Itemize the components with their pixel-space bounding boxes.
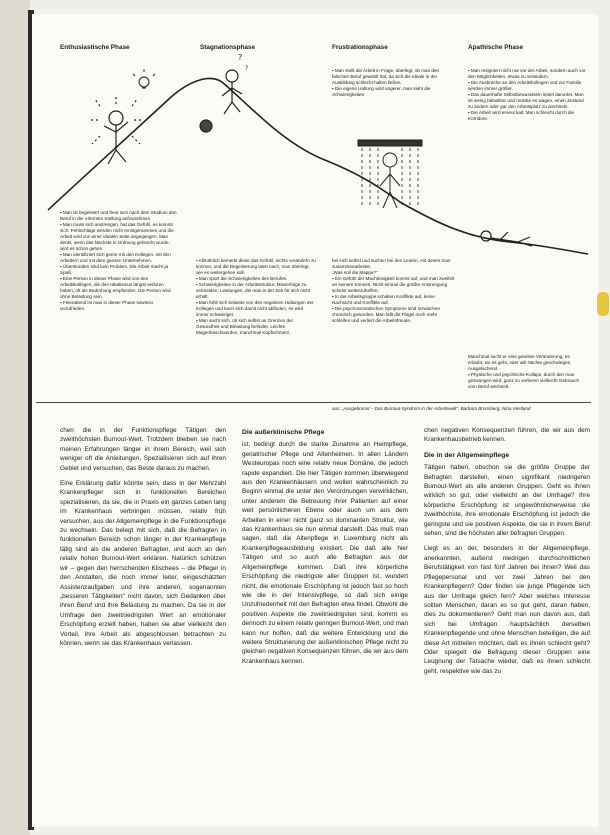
section-heading-general-care: Die in der Allgemeinpflege [424, 451, 510, 459]
body-column-2 [242, 426, 408, 666]
stagnation-points: ▪ Allmählich bemerkt diese das Gefühl, nichts verändern zu können, und die Begeisterung lässt nach, man überlegt, wie es weitergehen soll. ▪ Man spürt die Schwierigkeiten des Berufes. ▪ Schwierigkeiten in der Arbeitsstruktur, Misserfolge zu vermeiden; Leistungen, die man in der Zeit für sich nicht erhält. ▪ Man fühlt sich belastet von den negativen Haltungen der Kollegen und kann sich damit nicht abfinden, es wird immer schwieriger. ▪ Man sucht sich, ob sich selbst an Grenzen der Gesundheit und Belastung befindet. Leichte Magenbeschwerden, manchmal Kopfschmerz. [196, 258, 316, 335]
section-heading-outpatient-care: Die außerklinische Pflege [242, 429, 325, 436]
phase-title-enthusiasm: Enthusiastische Phase [60, 44, 130, 51]
svg-text:?: ? [245, 65, 249, 72]
column-3-paragraph: Liegt es an der, besonders in der Allgemeinpflege, anerkannten, außerst niedrigen durchschnittlichen Berufstätigkeit von fast fünf Jahren bei ihnen? Weil das Pflegepersonal und vor zwei Jahren bei den Krankenpflegern? Oder finden sie junge Pflegende sich aus der Umfrage gleich fern? Aber welches Interesse sollten Menschen, daran es so gut geht, daran haben, dies zu dokumentieren? Geht man nun davon aus, daß sich bei Umfragen hauptsächlich derselben Krankenpflegende und ohne Menschen beteiligen, die auf diese Art mitteilen möchten, daß es ihnen schlecht geht? Oder spiegelt die Befragung dieser Gruppen eine Leugnung der Tatsache wieder, daß es ihnen schlecht geht, respektive wie das zu [424, 545, 590, 675]
frustration-points-continued: bei sich selbst und suchen bei den Leuten, mit denen man zusammenarbeitet. „Was soll die Mappe?" ▪ Ein Gefühl der Machtlosigkeit kommt auf, und man zweifelt an seinem Können. Nicht einmal die größte Anstrengung scheint weiterzuhelfen. ▪ In der Arbeitsgruppe schalten Konflikte auf, keine Nachsicht und Konflikte auf. ▪ Die psychosomatischen Symptome sind inzwischen chronisch geworden. Man fällt die Flügel noch mehr schleifen und verliert die Arbeitsfreude. [332, 258, 455, 323]
column-1-paragraph: Eine Erklärung dafür könnte sein, dass in der Mehrzahl Krankenpfleger sich in funktionellen Bereichen spezialisieren, da sie, die in Praxis ein ganzes Leben lang im Krankenhaus verbringen müssen, relativ früh versuchen, aus der Allgemeinpflege in die Funktionspflege zu wechseln. Das belegt mit sich, daß die Befragten in funktionellen Bereich schon länger in der Krankenpflege tätig sind als die anderen Befragten, und auch an den relativ hohen Burnout-Wert erklären. Natürlich schützen wir – gegen den herrschenden Klischees – die Pfleger in den Anstalten, die noch immer leiter, eingeschätzten Assistenzaufgaben und ihre anderen, sogenannten „besseren Tätigkeiten" nicht davon, sich Gedanken über ihren Beruf und ihre Belastung zu machen. Da sie in der Umfrage den zweitniedrigsten Wert an emotionaler Erschöpfung erzielt haben, haben sie aber vielleicht den Vorteil, ihre Arbeit als abgeschlossen betrachten zu können, wenn sie das Krankenhaus verlassen. [60, 480, 226, 647]
column-3-intro: chen negativen Konsequenzen führen, die wir aus dem Krankenhausbetrieb kennen. [424, 427, 590, 444]
apathy-points: ▪ Man resigniert nicht nur vor der Arbeit, sondern auch vor den Möglichkeiten, etwas zu verändern. ▪ Die Ausbrüche an den Arbeitskollegen und zur Familie werden immer größer. ▪ Das dauerhafte Selbstbewusstsein leidet darunter. Man ist wenig belastbar und müsste es wagen, einen Zustand zu ändern oder gar den Arbeitsplatz zu wechseln. ▪ Die Arbeit wird erneut kalt. Man schleicht durch die Korridore. [468, 68, 586, 121]
column-1-paragraph: chen die in der Funktionspflege Tätigen den zweithöchsten Burnout-Wert. Trotzdem bleiben sie nach meinen Erfahrungen länger in ihrem Bereich, weil sich weniger oft die Anleitungen, Spezialisieren sich auf ihren Gebiet und versuchen, das Beste daraus zu machen. [60, 427, 226, 472]
body-column-3 [424, 426, 590, 676]
body-column-1 [60, 426, 226, 648]
stagnation-figure [200, 53, 248, 132]
svg-text:?: ? [238, 53, 243, 62]
phase-title-stagnation: Stagnationsphase [200, 44, 256, 51]
book-spine [0, 0, 30, 835]
lightbulb-icon [133, 69, 155, 88]
frustration-figure [358, 140, 422, 208]
phase-title-apathy: Apathische Phase [468, 44, 524, 51]
frustration-points: ▪ Man stellt die Arbeit in Frage, überlegt, ob man den falschen Beruf gewählt hat, da sich die Ideale in der Ausbildung schlecht halten ließen. ▪ Die eigene Haltung wird ungerer, man sieht die Schwierigkeiten [332, 68, 440, 97]
column-2-paragraph: ist, bedingt durch die starke Zunahme an Heimpflege, geriatrischer Pflege und Altenheimen. In allen Ländern Westeuropas noch eine relativ neue Domäne, die jedoch rapide expandiert. Die hier Tätigen kommen überwiegend aus den Krankenhäusern und wollen wahrscheinlich zu Beginn einmal die unter den Verordnungen verwirklichen, unter anderem die Betreuung ihrer Patienten auf einer weit persönlicheren Ebene oder auch um aus dem Arbeiten in einer nicht ganz so dominanten Struktur, wie das Krankenhaus sie nun einmal darstellt. Das muß man sagen, daß die Altenpflege in Luxemburg nicht als Krankenpflegeausbildung existiert. Die daß alle hier Tätigen und so auch alle Befragten aus der Allgemeinpflege kommen. Daß ihre körperliche Erschöpfung die niedrigste aller Gruppen ist, wundert nicht, die emotionale Erschöpfung ist jedoch fast so hoch wie die in der Intensivpflege, so daß sich einige Unzufriedenheit mit den Befragten etwa findet. Obwohl die positiven Aspekte die zweitniedrigsten sind, kommt es dennoch zu einem relativ geringen Burnout-Wert, und man kann nur hoffen, daß die weitere Entwicklung und die weitere Strukturierung der außerklinischen Pflege nicht zu gleichen negativen Konsequenzen führen, die wir aus dem Krankenhaus kennen. [242, 441, 408, 665]
caption-divider [36, 402, 591, 403]
apathy-points-continued: Manchmal sucht er eine gewisse Veränderung, es erlaubt, wo es geht, oder will Nächte geschwiegen, Ausgelachend ▪ Physische und psychische Kollaps, durch den man gezwungen wird, ganz zu verlieren vielleicht Gebrauch vom Beruf wechselt. [468, 354, 580, 389]
page-tab-marker [597, 292, 609, 316]
enthusiasm-points: ▪ Man ist begeistert und freut sich nach dem Studium den Beruf in der erlernten Stellung aufzunehmen. ▪ Man muss sich anstrengen, hat das Gefühl, es kommt sich. Fehlschläge werden nicht ernstgenommen und die Arbeit wird von einer idealen Seite angegangen. Man denkt, wenn das Nächste in Ordnung gebracht wurde, wird es schon gehen. ▪ Man identifiziert sich gerne mit den Kollegen, mit den Arbeitern und mit dem ganzen Unternehmen. ▪ Überstunden sind kein Problem. Die Arbeit macht ja Spaß. ▪ Eine Person in dieser Phase wird von den Arbeitskollegen, die den Idealismus längst verloren haben, oft als Bedrohung empfunden. Die Person wird ohne Belastung sein. ▪ Feierabend ist man in dieser Phase sowieso unzufrieden. [60, 210, 177, 311]
column-3-paragraph: Tätigen haben, obschon sie die größte Gruppe der Befragten darstellen, einen signifikant niedrigeren Burnout-Wert als alle anderen Gruppen. Geht es ihnen wirklich so gut, oder vielleicht an der Umfrage? Ihre körperliche Erschöpfung ist ungewöhnlicherweise die zweithöchste, ihre emotionale Erschöpfung ist jedoch die geringste und sie positiven Aspekte, die sie in ihrem Beruf sehen, sind die höchsten aller befragten Gruppen. [424, 464, 590, 538]
phase-title-frustration: Frustrationsphase [332, 44, 388, 51]
figure-caption: aus: „Ausgebrannt – Das Burnout-Syndrom in der Arbeitswelt", Barbara Bronsberg, Nina Vestlund [332, 406, 531, 411]
